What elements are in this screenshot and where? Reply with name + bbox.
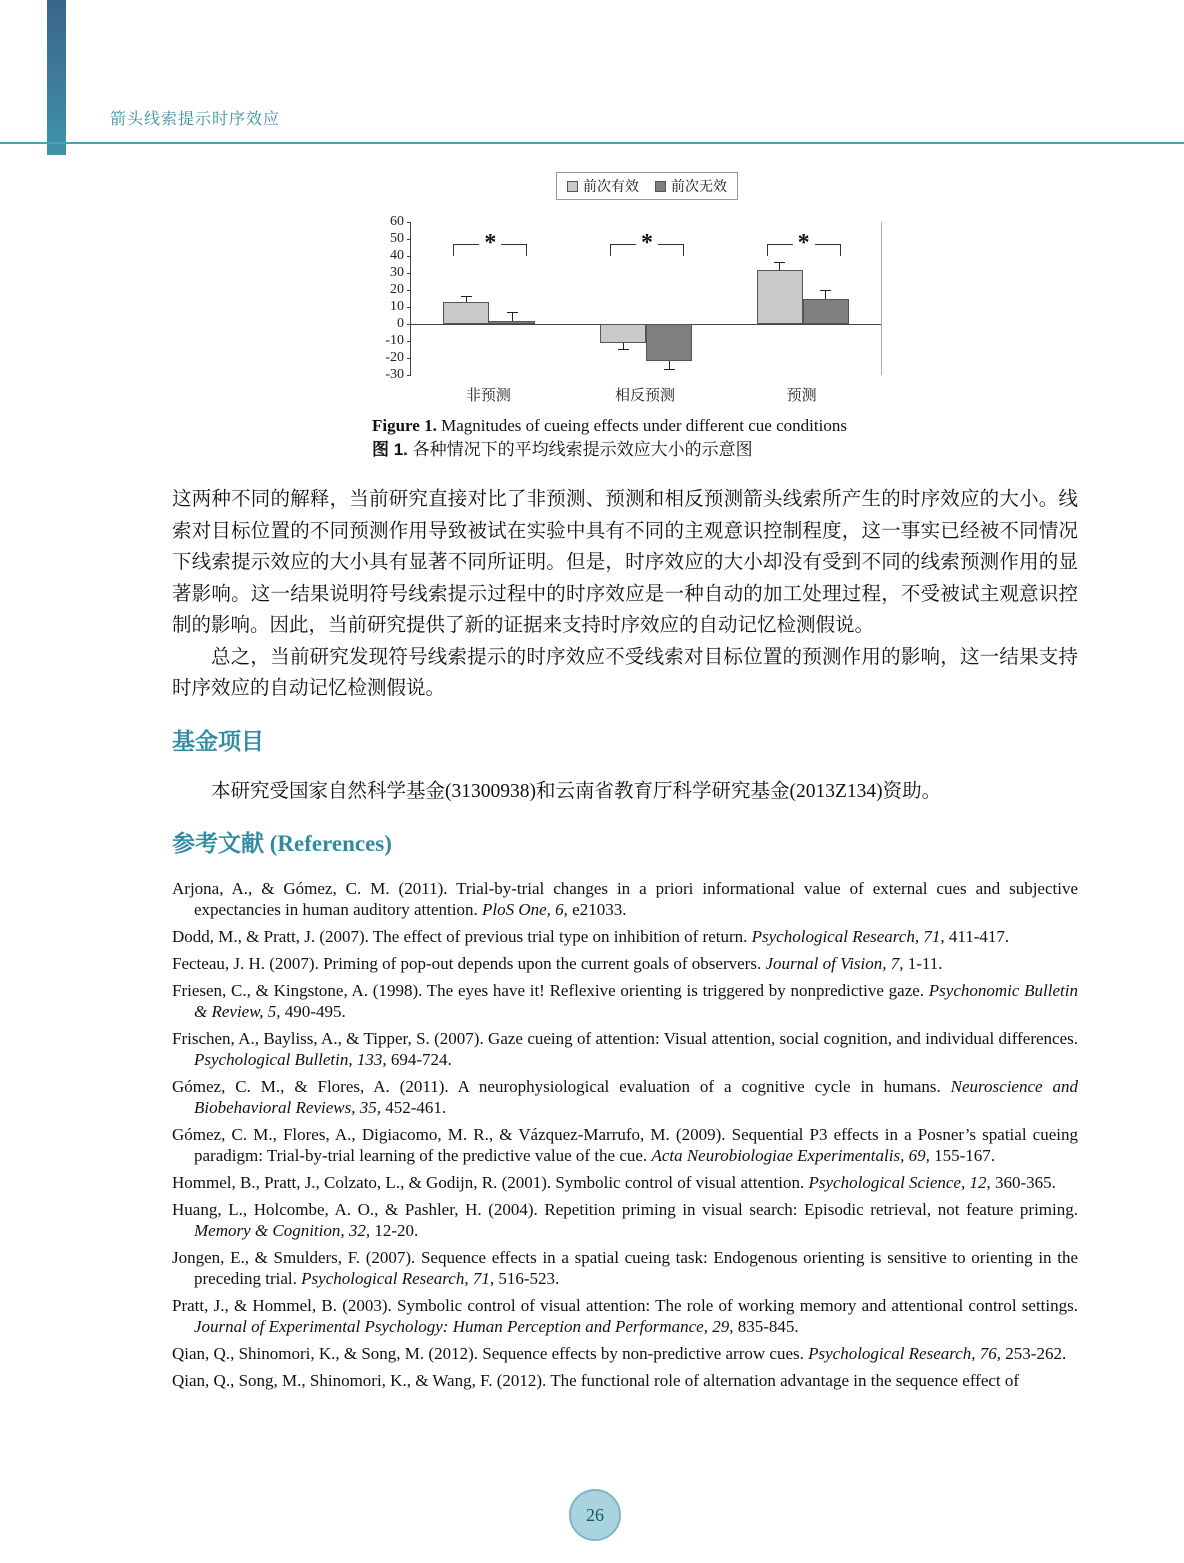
- legend-swatch-invalid-icon: [655, 181, 666, 192]
- y-axis-tick-mark: [407, 273, 411, 274]
- reference-item: [172, 980, 1078, 1022]
- reference-text: Huang, L., Holcombe, A. O., & Pashler, H. (2004). Repetition priming in visual search: Episodic retrieval, not feature priming.: [172, 1200, 1078, 1219]
- y-axis-tick-label: -30: [385, 367, 404, 382]
- chart-y-axis: [374, 214, 410, 382]
- reference-item: [172, 878, 1078, 920]
- legend-item-invalid: [655, 176, 727, 196]
- page-number-badge: [569, 1489, 621, 1541]
- reference-journal: PloS One, 6,: [481, 900, 568, 919]
- reference-journal: Neuroscience and Biobehavioral Reviews, 35,: [194, 1077, 1078, 1117]
- reference-item: [172, 1247, 1078, 1289]
- reference-item: [172, 1343, 1078, 1364]
- significance-bracket: [610, 230, 684, 257]
- y-axis-tick-label: 10: [390, 299, 404, 314]
- error-bar: [779, 263, 780, 270]
- running-head: 箭头线索提示时序效应: [110, 111, 281, 128]
- y-axis-tick-mark: [407, 222, 411, 223]
- chart-bar: [646, 324, 692, 361]
- references-list: [172, 878, 1078, 1391]
- error-bar-cap: [664, 369, 675, 370]
- reference-text: Qian, Q., Song, M., Shinomori, K., & Wang, F. (2012). The functional role of alternation advantage in the sequence effect of: [172, 1371, 1020, 1390]
- reference-text: Hommel, B., Pratt, J., Colzato, L., & Godijn, R. (2001). Symbolic control of visual attention.: [172, 1173, 809, 1192]
- x-axis-category-label: 相反预测: [614, 388, 675, 404]
- reference-text: Frischen, A., Bayliss, A., & Tipper, S. (2007). Gaze cueing of attention: Visual attention, social cognition, and individual differences.: [172, 1029, 1078, 1048]
- error-bar-cap: [774, 262, 785, 263]
- figure-caption-en-label: Figure 1.: [372, 416, 437, 435]
- significance-bracket: [453, 230, 527, 257]
- reference-text: , 360-365.: [986, 1173, 1056, 1192]
- error-bar-cap: [820, 290, 831, 291]
- reference-item: [172, 1076, 1078, 1118]
- chart-bar: [443, 302, 489, 324]
- chart-plot: [410, 222, 882, 375]
- reference-text: Gómez, C. M., & Flores, A. (2011). A neurophysiological evaluation of a cognitive cycle in humans.: [172, 1077, 951, 1096]
- figure-caption-zh-label: 图 1.: [372, 440, 408, 459]
- figure-caption: [372, 414, 847, 462]
- y-axis-tick-label: -10: [385, 333, 404, 348]
- reference-item: [172, 1172, 1078, 1193]
- figure-caption-en-text: Magnitudes of cueing effects under different cue conditions: [436, 416, 847, 435]
- body-paragraph-1: 这两种不同的解释，当前研究直接对比了非预测、预测和相反预测箭头线索所产生的时序效应的大小。线索对目标位置的不同预测作用导致被试在实验中具有不同的主观意识控制程度，这一事实已经被不同情况下线索提示效应的大小具有显著不同所证明。但是，时序效应的大小却没有受到不同的线索预测作用的显著影响。这一结果说明符号线索提示过程中的时序效应是一种自动的加工处理过程，不受被试主观意识控制的影响。因此，当前研究提供了新的证据来支持时序效应的自动记忆检测假说。: [172, 489, 1078, 636]
- y-axis-tick-label: 50: [390, 231, 404, 246]
- reference-text: Dodd, M., & Pratt, J. (2007). The effect of previous trial type on inhibition of return.: [172, 927, 752, 946]
- reference-journal: Acta Neurobiologiae Experimentalis, 69,: [651, 1146, 930, 1165]
- reference-item: [172, 1199, 1078, 1241]
- y-axis-tick-label: 40: [390, 248, 404, 263]
- reference-journal: Psychological Research, 71,: [301, 1269, 495, 1288]
- error-bar-cap: [461, 296, 472, 297]
- reference-text: 835-845.: [733, 1317, 799, 1336]
- main-content: [172, 484, 1078, 1397]
- reference-text: 694-724.: [386, 1050, 452, 1069]
- reference-text: 452-461.: [380, 1098, 447, 1117]
- reference-item: [172, 1124, 1078, 1166]
- section-heading-references: [172, 825, 1078, 858]
- chart-bar: [600, 324, 646, 343]
- chart-bar: [757, 270, 803, 324]
- reference-text: 155-167.: [929, 1146, 996, 1165]
- reference-journal: Psychological Science, 12: [808, 1173, 987, 1192]
- chart-body: [374, 214, 894, 382]
- x-axis-category-label: 预测: [786, 388, 817, 404]
- reference-journal: Psychonomic Bulletin & Review, 5,: [194, 981, 1078, 1021]
- y-axis-tick-mark: [407, 307, 411, 308]
- reference-journal: Psychological Bulletin, 133,: [194, 1050, 387, 1069]
- chart-bar: [803, 299, 849, 325]
- reference-text: e21033.: [567, 900, 627, 919]
- reference-journal: Psychological Research, 76,: [808, 1344, 1002, 1363]
- section-heading-funding: 基金项目: [172, 727, 264, 754]
- reference-text: 411-417.: [944, 927, 1010, 946]
- chart-legend: [556, 172, 738, 200]
- y-axis-tick-mark: [407, 358, 411, 359]
- chart-x-labels: [410, 384, 880, 406]
- reference-journal: Psychological Research, 71,: [751, 927, 945, 946]
- reference-item: [172, 953, 1078, 974]
- reference-item: [172, 926, 1078, 947]
- figure-caption-zh-text: 各种情况下的平均线索提示效应大小的示意图: [407, 440, 753, 459]
- error-bar: [512, 312, 513, 321]
- reference-text: Gómez, C. M., Flores, A., Digiacomo, M. R., & Vázquez-Marrufo, M. (2009). Sequential P3 effects in a Posner’s spatial cueing paradigm: Trial-by-trial learning of the predictive value of the cue.: [172, 1125, 1078, 1165]
- legend-label-valid: 前次有效: [583, 180, 639, 195]
- reference-text: 1-11.: [903, 954, 943, 973]
- error-bar-cap: [507, 312, 518, 313]
- y-axis-tick-mark: [407, 239, 411, 240]
- figure-caption-en: [372, 414, 847, 438]
- y-axis-tick-label: 20: [390, 282, 404, 297]
- figure-chart: [374, 172, 894, 406]
- legend-swatch-valid-icon: [567, 181, 578, 192]
- x-axis-category-label: 非预测: [465, 388, 511, 404]
- significance-bracket: [767, 230, 841, 257]
- body-paragraph-2: 总之，当前研究发现符号线索提示的时序效应不受线索对目标位置的预测作用的影响，这一结果支持时序效应的自动记忆检测假说。: [172, 646, 1078, 699]
- significance-asterisk: *: [479, 232, 501, 254]
- reference-item: [172, 1028, 1078, 1070]
- reference-journal: Memory & Cognition, 32,: [194, 1221, 371, 1240]
- legend-item-valid: [567, 176, 639, 196]
- y-axis-tick-label: 0: [397, 316, 404, 331]
- reference-text: 12-20.: [370, 1221, 419, 1240]
- page-number: 26: [586, 1504, 604, 1525]
- y-axis-tick-mark: [407, 375, 411, 376]
- error-bar: [825, 290, 826, 299]
- y-axis-tick-label: 60: [390, 214, 404, 229]
- chart-bar: [489, 321, 535, 324]
- decorative-corner-bar: [47, 0, 66, 155]
- header-divider: [0, 142, 1184, 144]
- y-axis-tick-mark: [407, 256, 411, 257]
- reference-text: Qian, Q., Shinomori, K., & Song, M. (2012). Sequence effects by non-predictive arrow cues.: [172, 1344, 809, 1363]
- reference-text: 490-495.: [280, 1002, 346, 1021]
- reference-journal: Journal of Experimental Psychology: Human Perception and Performance, 29,: [194, 1317, 734, 1336]
- reference-text: Arjona, A., & Gómez, C. M. (2011). Trial-by-trial changes in a priori informational value of external cues and subjective expectancies in human auditory attention.: [172, 879, 1078, 919]
- reference-text: Fecteau, J. H. (2007). Priming of pop-out depends upon the current goals of observers.: [172, 954, 766, 973]
- reference-journal: Journal of Vision, 7,: [765, 954, 904, 973]
- figure-caption-zh: [372, 438, 847, 462]
- reference-text: Pratt, J., & Hommel, B. (2003). Symbolic control of visual attention: The role of working memory and attentional control settings.: [172, 1296, 1078, 1315]
- y-axis-tick-label: 30: [390, 265, 404, 280]
- reference-text: 516-523.: [494, 1269, 560, 1288]
- reference-text: Jongen, E., & Smulders, F. (2007). Sequence effects in a spatial cueing task: Endogenous orienting is sensitive to orienting in the preceding trial.: [172, 1248, 1078, 1288]
- reference-text: 253-262.: [1001, 1344, 1067, 1363]
- reference-text: Friesen, C., & Kingstone, A. (1998). The eyes have it! Reflexive orienting is triggered by nonpredictive gaze.: [172, 981, 929, 1000]
- references-title-zh: 参考文献: [172, 830, 264, 856]
- error-bar: [466, 297, 467, 302]
- error-bar-cap: [618, 349, 629, 350]
- references-title-en: (References): [264, 831, 392, 856]
- y-axis-tick-label: -20: [385, 350, 404, 365]
- legend-label-invalid: 前次无效: [671, 180, 727, 195]
- y-axis-tick-mark: [407, 290, 411, 291]
- significance-asterisk: *: [636, 232, 658, 254]
- reference-item: [172, 1370, 1078, 1391]
- y-axis-tick-mark: [407, 341, 411, 342]
- funding-paragraph: 本研究受国家自然科学基金(31300938)和云南省教育厅科学研究基金(2013Z134)资助。: [211, 780, 942, 802]
- significance-asterisk: *: [793, 232, 815, 254]
- reference-item: [172, 1295, 1078, 1337]
